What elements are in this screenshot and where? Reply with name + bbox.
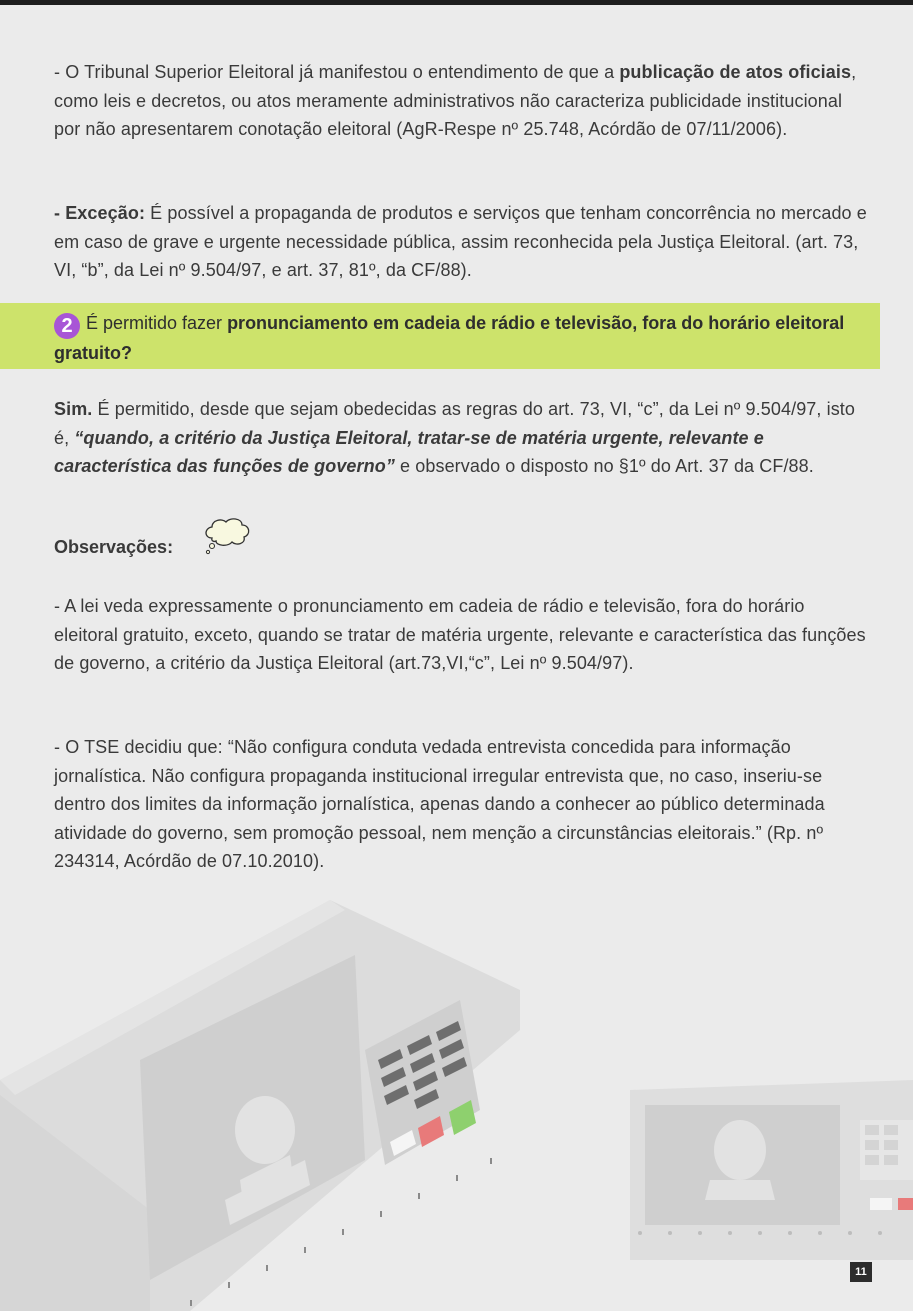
text: e observado o disposto no §1º do Art. 37 da CF/88.	[394, 456, 814, 476]
paragraph-official-acts	[54, 58, 869, 144]
voting-machine-illustration	[0, 880, 913, 1311]
observations-heading: Observações:	[54, 537, 174, 557]
text: - O Tribunal Superior Eleitoral já manifestou o entendimento de que a	[54, 62, 620, 82]
question-bold: pronunciamento em cadeia de rádio e televisão, fora do horário eleitoral gratuito?	[54, 313, 845, 363]
top-border	[0, 0, 913, 5]
bold-text: - Exceção:	[54, 203, 146, 223]
question-intro: É permitido fazer	[86, 313, 228, 333]
answer-quote: “quando, a critério da Justiça Eleitoral, tratar-se de matéria urgente, relevante e característica das funções de governo”	[54, 427, 764, 476]
question-number-badge: 2	[54, 313, 80, 339]
paragraph-observation-2: - O TSE decidiu que: “Não configura conduta vedada entrevista concedida para informação jornalística. Não configura propaganda institucional irregular entrevista que, no caso, inseriu-se dentro dos limites da informação jornalística, apenas dando a conhecer ao público determinada atividade do governo, sem promoção pessoal, nem menção a circunstâncias eleitorais.” (Rp. nº 234314, Acórdão de 07.10.2010).	[54, 737, 825, 871]
page-number: 11	[850, 1262, 872, 1282]
paragraph-exception	[54, 199, 869, 285]
text: É possível a propaganda de produtos e serviços que tenham concorrência no mercado e em caso de grave e urgente necessidade pública, assim reconhecida pela Justiça Eleitoral. (art. 73, VI, “b”, da Lei nº 9.504/97, e art. 37, 81º, da CF/88).	[54, 203, 867, 280]
text: , como leis e decretos, ou atos meramente administrativos não caracteriza publicidade institucional por não apresentarem conotação eleitoral (AgR-Respe nº 25.748, Acórdão de 07/11/2006).	[54, 62, 857, 139]
question-heading	[54, 309, 854, 368]
paragraph-observation-1: - A lei veda expressamente o pronunciamento em cadeia de rádio e televisão, fora do horário eleitoral gratuito, exceto, quando se tratar de matéria urgente, relevante e característica das funções de governo, a critério da Justiça Eleitoral (art.73,VI,“c”, Lei nº 9.504/97).	[54, 596, 866, 673]
thought-cloud-icon	[202, 516, 252, 556]
text: É permitido, desde que sejam obedecidas as regras do art. 73, VI, “c”, da Lei nº 9.504/97, isto é,	[54, 399, 856, 448]
paragraph-answer	[54, 395, 869, 481]
answer-lead: Sim.	[54, 399, 93, 419]
bold-text: publicação de atos oficiais	[619, 62, 852, 82]
